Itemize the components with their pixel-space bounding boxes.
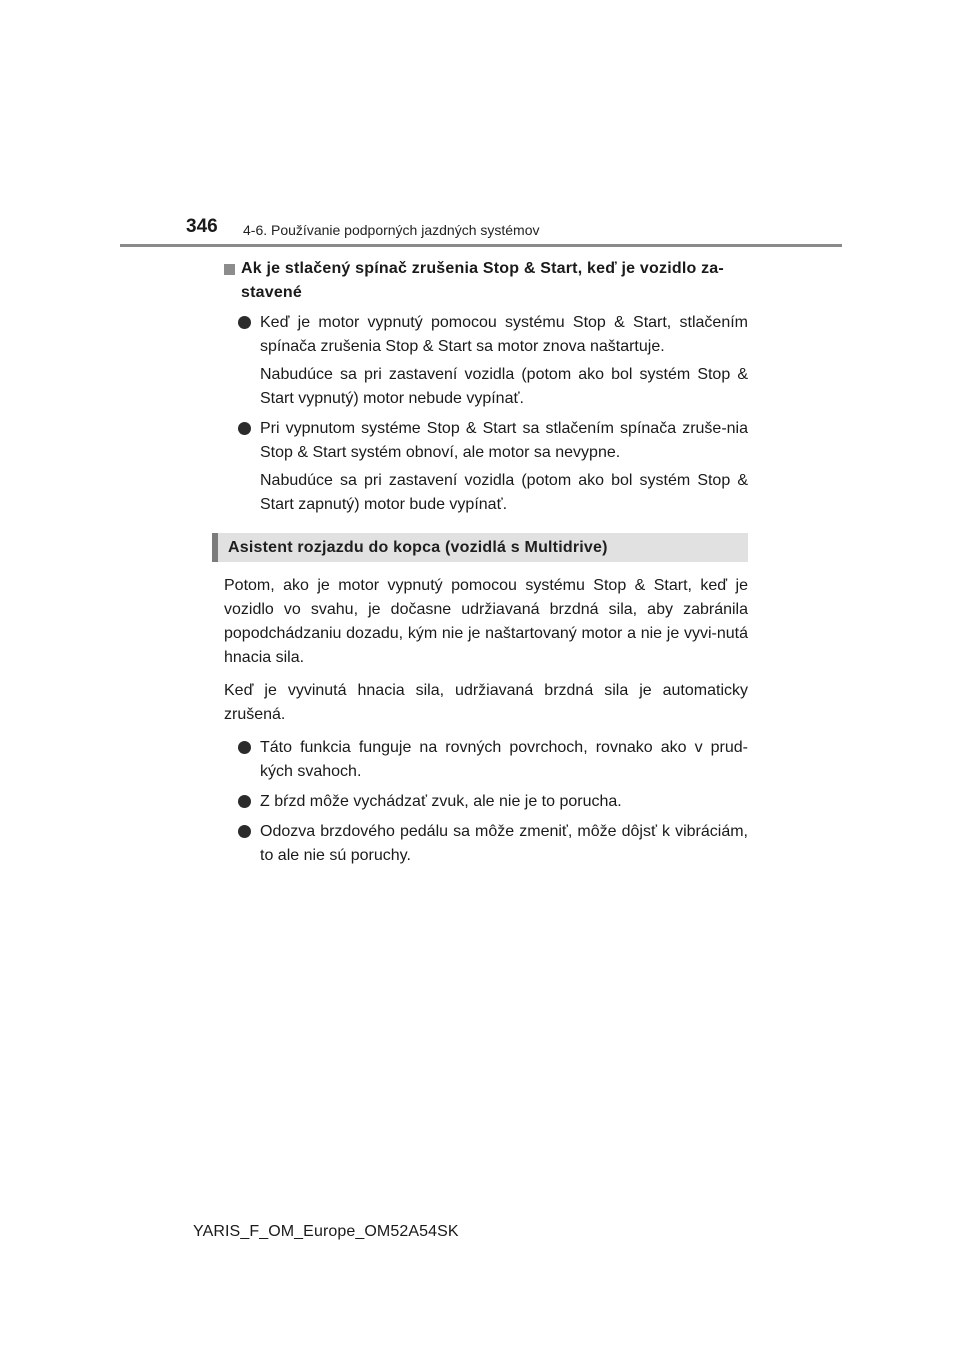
page-content (212, 257, 748, 874)
list-item (212, 311, 748, 411)
footer-doc-code: YARIS_F_OM_Europe_OM52A54SK (193, 1223, 459, 1240)
chapter-title: 4-6. Používanie podporných jazdných systémov (243, 222, 540, 238)
square-bullet-icon (224, 264, 235, 275)
body-paragraph: Keď je vyvinutá hnacia sila, udržiavaná brzdná sila je automaticky zrušená. (224, 682, 748, 723)
subsection-title-line1: Ak je stlačený spínač zrušenia Stop & Start, keď je vozidlo za- (241, 260, 724, 277)
list-item-text: Odozva brzdového pedálu sa môže zmeniť, môže dôjsť k vibráciám, to ale nie sú poruchy. (260, 823, 748, 864)
list-item-text: Keď je motor vypnutý pomocou systému Stop & Start, stlačením spínača zrušenia Stop & Start sa motor znova naštartuje. (260, 314, 748, 355)
header-divider (120, 244, 842, 247)
body-paragraph: Potom, ako je motor vypnutý pomocou systému Stop & Start, keď je vozidlo vo svahu, je dočasne udržiavaná brzdná sila, aby zabránila popodchádzaniu dozadu, kým nie je naštartovaný motor a nie je vyvi-nutá hnacia sila. (224, 577, 748, 666)
list-item-text: Pri vypnutom systéme Stop & Start sa stlačením spínača zruše-nia Stop & Start systém obnoví, ale motor sa nevypne. (260, 420, 748, 461)
subsection-title (212, 257, 748, 305)
list-item-text: Táto funkcia funguje na rovných povrchoch, rovnako ako v prud-kých svahoch. (260, 739, 748, 780)
page-header (0, 0, 960, 248)
list-item-note: Nabudúce sa pri zastavení vozidla (potom ako bol systém Stop & Start zapnutý) motor bude vypínať. (260, 472, 748, 513)
list-item (212, 736, 748, 784)
circle-bullet-icon (238, 741, 251, 754)
circle-bullet-icon (238, 422, 251, 435)
subsection-title-line2: stavené (241, 284, 302, 301)
circle-bullet-icon (238, 316, 251, 329)
list-item-note: Nabudúce sa pri zastavení vozidla (potom ako bol systém Stop & Start vypnutý) motor nebude vypínať. (260, 366, 748, 407)
list-item (212, 417, 748, 517)
circle-bullet-icon (238, 825, 251, 838)
circle-bullet-icon (238, 795, 251, 808)
list-item (212, 820, 748, 868)
list-item-text: Z bŕzd môže vychádzať zvuk, ale nie je to porucha. (260, 793, 622, 810)
page-number: 346 (186, 216, 218, 237)
section-heading: Asistent rozjazdu do kopca (vozidlá s Multidrive) (212, 533, 748, 562)
list-item (212, 790, 748, 814)
